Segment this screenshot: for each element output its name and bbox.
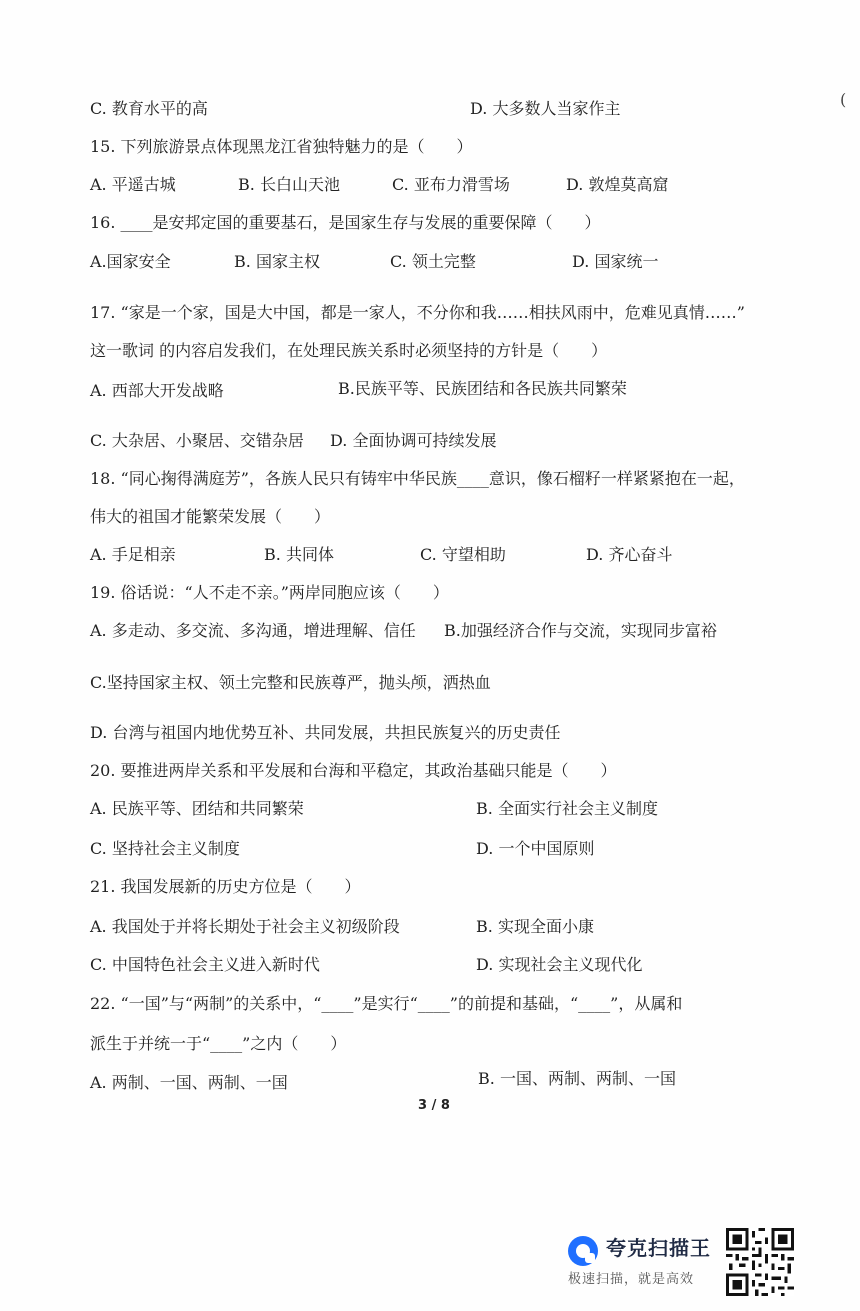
- option-text: 大杂居、小聚居、交错杂居: [111, 431, 304, 450]
- q20-stem: 20. 要推进两岸关系和平发展和台海和平稳定，其政治基础只能是（ ）: [90, 761, 617, 780]
- q18-option-b: [264, 544, 334, 566]
- option-label: A.: [90, 799, 107, 818]
- option-text: 两制、一国、两制、一国: [111, 1073, 288, 1092]
- q22-stem-line-2: 派生于并统一于“____”之内（ ）: [90, 1034, 347, 1053]
- option-text: 多走动、多交流、多沟通，增进理解、信任: [111, 621, 416, 640]
- q15-stem: 15. 下列旅游景点体现黑龙江省独特魅力的是（ ）: [90, 137, 473, 156]
- q19-option-d: [90, 722, 560, 744]
- q18-stem-line-1: 18. “同心掬得满庭芳”，各族人民只有铸牢中华民族____意识，像石榴籽一样紧紧抱在一起，: [90, 469, 745, 488]
- option-label: B.: [478, 1069, 495, 1088]
- option-text: 敦煌莫高窟: [588, 175, 669, 194]
- q15-option-b: [238, 174, 340, 196]
- option-label: B.: [264, 545, 281, 564]
- option-text: 平遥古城: [111, 175, 176, 194]
- q18-option-a: [90, 544, 176, 566]
- q16-option-d: [572, 251, 658, 273]
- q17-option-b: [338, 378, 627, 400]
- option-text: 我国处于并将长期处于社会主义初级阶段: [111, 917, 400, 936]
- option-text: 全面协调可持续发展: [352, 431, 497, 450]
- option-label: A.: [90, 545, 107, 564]
- q16-option-b: [234, 251, 320, 273]
- option-label: D.: [90, 723, 108, 742]
- option-label: A.: [90, 1073, 107, 1092]
- option-label: C.: [392, 175, 409, 194]
- option-text: 国家统一: [594, 252, 659, 271]
- option-text: 长白山天池: [259, 175, 340, 194]
- option-label: C.: [90, 955, 107, 974]
- q16-option-c: [390, 251, 476, 273]
- q15-option-c: [392, 174, 510, 196]
- option-label: A.: [90, 917, 107, 936]
- option-text: 实现全面小康: [497, 917, 594, 936]
- option-label: C.: [90, 431, 107, 450]
- q19-option-c: [90, 672, 491, 694]
- option-label: D.: [470, 99, 488, 118]
- option-label: C.: [420, 545, 437, 564]
- option-label: B.: [476, 917, 493, 936]
- q17-stem-line-2: 这一歌词 的内容启发我们，在处理民族关系时必须坚持的方针是（ ）: [90, 341, 608, 360]
- option-label: D.: [566, 175, 584, 194]
- q17-option-d: [330, 430, 496, 452]
- option-text: 一个中国原则: [498, 839, 595, 858]
- q21-stem: 21. 我国发展新的历史方位是（ ）: [90, 877, 361, 896]
- option-label: C.: [90, 99, 107, 118]
- option-text: 国家安全: [106, 252, 171, 271]
- q22-option-a: [90, 1072, 288, 1094]
- option-text: 民族平等、民族团结和各民族共同繁荣: [354, 379, 627, 398]
- option-text: 共同体: [285, 545, 334, 564]
- q19-option-a: [90, 620, 416, 642]
- option-text: 坚持社会主义制度: [111, 839, 240, 858]
- q14-option-d: [470, 98, 620, 120]
- option-label: D.: [476, 839, 494, 858]
- option-label: A.: [90, 621, 107, 640]
- option-text: 实现社会主义现代化: [498, 955, 643, 974]
- q15-option-d: [566, 174, 668, 196]
- option-label: C.: [390, 252, 407, 271]
- option-text: 民族平等、团结和共同繁荣: [111, 799, 304, 818]
- option-text: 一国、两制、两制、一国: [499, 1069, 676, 1088]
- option-label: B.: [234, 252, 251, 271]
- q16-stem: 16. ____是安邦定国的重要基石，是国家生存与发展的重要保障（ ）: [90, 213, 601, 232]
- option-text: 坚持国家主权、领土完整和民族尊严，抛头颅，洒热血: [106, 673, 491, 692]
- option-text: 中国特色社会主义进入新时代: [111, 955, 320, 974]
- option-text: 齐心奋斗: [608, 545, 673, 564]
- q22-stem-line-1: 22. “一国”与“两制”的关系中，“____”是实行“____”的前提和基础，“____”，从属和: [90, 994, 683, 1013]
- option-label: D.: [586, 545, 604, 564]
- option-label: B.: [444, 621, 461, 640]
- q21-option-d: [476, 954, 642, 976]
- option-label: B.: [238, 175, 255, 194]
- option-label: A.: [90, 175, 107, 194]
- q21-option-b: [476, 916, 594, 938]
- q21-option-a: [90, 916, 400, 938]
- option-text: 国家主权: [255, 252, 320, 271]
- q20-option-a: [90, 798, 304, 820]
- option-text: 领土完整: [411, 252, 476, 271]
- option-label: D.: [476, 955, 494, 974]
- q20-option-b: [476, 798, 658, 820]
- brand-slogan: 极速扫描，就是高效: [568, 1272, 695, 1287]
- q20-option-c: [90, 838, 240, 860]
- option-text: 加强经济合作与交流，实现同步富裕: [460, 621, 717, 640]
- edge-mark: (: [840, 90, 847, 109]
- option-text: 教育水平的高: [111, 99, 208, 118]
- option-label: D.: [572, 252, 590, 271]
- option-text: 手足相亲: [111, 545, 176, 564]
- q19-stem: 19. 俗话说：“人不走不亲。”两岸同胞应该（ ）: [90, 583, 449, 602]
- option-label: C.: [90, 673, 107, 692]
- option-label: C.: [90, 839, 107, 858]
- q17-option-c: [90, 430, 304, 452]
- option-label: D.: [330, 431, 348, 450]
- option-text: 大多数人当家作主: [492, 99, 621, 118]
- q19-option-b: [444, 620, 717, 642]
- option-label: B.: [338, 379, 355, 398]
- qr-code-icon: [726, 1228, 794, 1296]
- option-label: A.: [90, 252, 107, 271]
- q18-stem-line-2: 伟大的祖国才能繁荣发展（ ）: [90, 507, 331, 526]
- brand-name: 夸克扫描王: [606, 1236, 711, 1260]
- option-label: B.: [476, 799, 493, 818]
- q16-option-a: [90, 251, 171, 273]
- q14-option-c: [90, 98, 208, 120]
- option-label: A.: [90, 381, 107, 400]
- option-text: 亚布力滑雪场: [413, 175, 510, 194]
- q17-option-a: [90, 380, 224, 402]
- option-text: 西部大开发战略: [111, 381, 224, 400]
- option-text: 守望相助: [441, 545, 506, 564]
- option-text: 台湾与祖国内地优势互补、共同发展，共担民族复兴的历史责任: [112, 723, 561, 742]
- scanner-watermark: [566, 1232, 726, 1292]
- q20-option-d: [476, 838, 594, 860]
- q21-option-c: [90, 954, 320, 976]
- q18-option-d: [586, 544, 672, 566]
- quark-logo-icon: [566, 1234, 600, 1268]
- option-text: 全面实行社会主义制度: [497, 799, 658, 818]
- page-number: 3 / 8: [418, 1098, 450, 1113]
- q15-option-a: [90, 174, 176, 196]
- q22-option-b: [478, 1068, 676, 1090]
- q18-option-c: [420, 544, 506, 566]
- q17-stem-line-1: 17. “家是一个家，国是大中国，都是一家人，不分你和我……相扶风雨中，危难见真情……”: [90, 303, 745, 322]
